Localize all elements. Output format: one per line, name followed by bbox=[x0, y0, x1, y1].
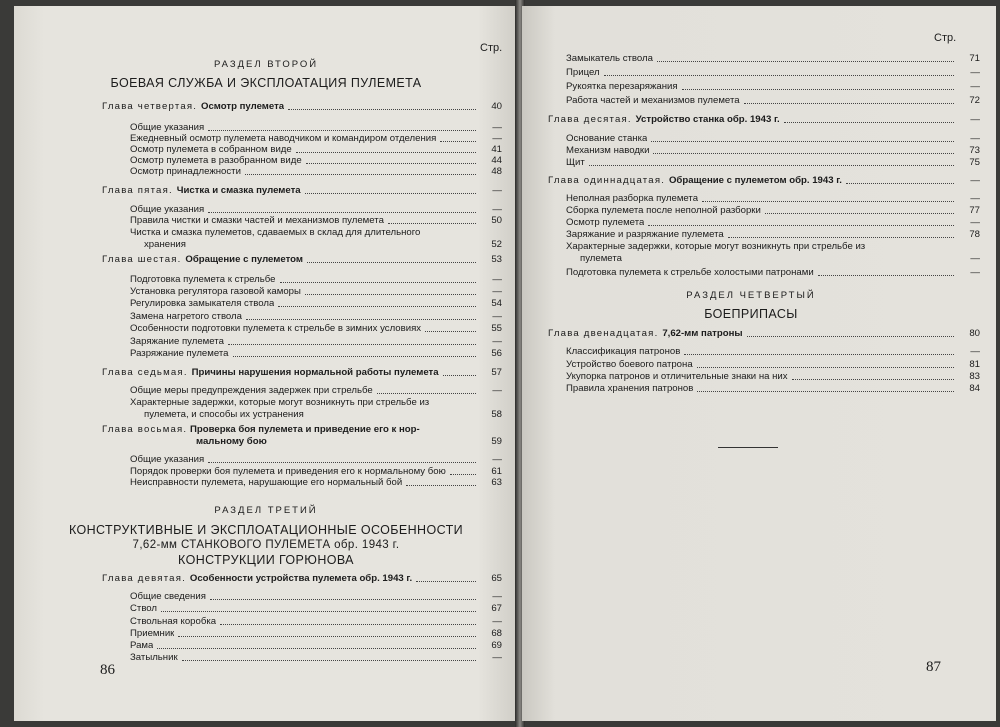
section-title: БОЕПРИПАСЫ bbox=[704, 307, 798, 321]
toc-entry bbox=[566, 53, 980, 65]
entry-text-line: пулемета bbox=[580, 253, 622, 264]
toc-entry bbox=[130, 603, 502, 615]
toc-entry bbox=[130, 311, 502, 323]
leader-dots bbox=[307, 262, 476, 263]
page-ref: 81 bbox=[969, 359, 980, 370]
toc-entry bbox=[566, 267, 980, 279]
toc-entry bbox=[130, 385, 502, 397]
page-ref: 50 bbox=[491, 215, 502, 226]
page-ref: 75 bbox=[969, 157, 980, 168]
toc-entry bbox=[130, 298, 502, 310]
chapter-prefix: Глава пятая. bbox=[102, 185, 173, 196]
chapter-title: Устройство станка обр. 1943 г. bbox=[635, 114, 780, 125]
entry-text: Разряжание пулемета bbox=[130, 348, 229, 359]
page-ref: — bbox=[492, 652, 502, 663]
entry-text: Неисправности пулемета, нарушающие его нормальный бой bbox=[130, 477, 403, 488]
entry-text: Осмотр пулемета в разобранном виде bbox=[130, 155, 302, 166]
page-ref: — bbox=[492, 311, 502, 322]
entry-text: Правила хранения патронов bbox=[566, 383, 694, 394]
toc-entry bbox=[130, 454, 502, 466]
toc-entry bbox=[566, 383, 980, 395]
toc-entry bbox=[130, 166, 502, 178]
entry-text: Замыкатель ствола bbox=[566, 53, 653, 64]
chapter-prefix: Глава двенадцатая. bbox=[548, 328, 659, 339]
page-ref: 56 bbox=[491, 348, 502, 359]
entry-text: Заряжание и разряжание пулемета bbox=[566, 229, 724, 240]
toc-entry bbox=[566, 145, 980, 157]
entry-text: Ежедневный осмотр пулемета наводчиком и командиром отделения bbox=[130, 133, 437, 144]
leader-dots bbox=[589, 165, 954, 166]
section-subtitle: 7,62-мм СТАНКОВОГО ПУЛЕМЕТА обр. 1943 г. bbox=[132, 539, 400, 551]
page-ref: 59 bbox=[491, 436, 502, 447]
page-ref: 77 bbox=[969, 205, 980, 216]
chapter-prefix: Глава четвертая. bbox=[102, 101, 198, 112]
entry-text: Осмотр пулемета bbox=[566, 217, 645, 228]
toc-entry-wrapped bbox=[130, 397, 502, 421]
page-ref: 67 bbox=[491, 603, 502, 614]
entry-text: Прицел bbox=[566, 67, 600, 78]
page-ref: — bbox=[492, 616, 502, 627]
section-label: РАЗДЕЛ ВТОРОЙ bbox=[213, 59, 319, 70]
page-ref: 44 bbox=[491, 155, 502, 166]
leader-dots bbox=[728, 237, 954, 238]
leader-dots bbox=[220, 624, 476, 625]
page-ref: — bbox=[970, 267, 980, 278]
page-ref: 54 bbox=[491, 298, 502, 309]
section-subtitle: КОНСТРУКЦИИ ГОРЮНОВА bbox=[178, 553, 354, 567]
entry-text-line: Характерные задержки, которые могут возникнуть при стрельбе из bbox=[130, 397, 430, 408]
toc-chapter bbox=[102, 367, 502, 379]
leader-dots bbox=[653, 153, 954, 154]
page-column-label: Стр. bbox=[934, 32, 957, 44]
right-page bbox=[522, 6, 996, 721]
page-ref: 55 bbox=[491, 323, 502, 334]
entry-text: Укупорка патронов и отличительные знаки на них bbox=[566, 371, 788, 382]
leader-dots bbox=[305, 193, 476, 194]
page-ref: — bbox=[492, 274, 502, 285]
entry-text: Общие указания bbox=[130, 454, 205, 465]
entry-text-line: хранения bbox=[144, 239, 186, 250]
toc-entry bbox=[566, 95, 980, 107]
entry-text: Рама bbox=[130, 640, 154, 651]
toc-entry bbox=[130, 286, 502, 298]
page-ref: — bbox=[492, 286, 502, 297]
chapter-prefix: Глава восьмая. bbox=[102, 424, 188, 435]
toc-chapter bbox=[548, 175, 980, 187]
entry-text: Щит bbox=[566, 157, 585, 168]
leader-dots bbox=[208, 130, 476, 131]
entry-text: Общие сведения bbox=[130, 591, 206, 602]
entry-text: Механизм наводки bbox=[566, 145, 650, 156]
leader-dots bbox=[684, 354, 954, 355]
toc-entry bbox=[566, 193, 980, 205]
leader-dots bbox=[406, 485, 476, 486]
entry-text: Общие меры предупреждения задержек при стрельбе bbox=[130, 385, 373, 396]
page-ref: 83 bbox=[969, 371, 980, 382]
page-ref: 71 bbox=[969, 53, 980, 64]
leader-dots bbox=[157, 648, 476, 649]
leader-dots bbox=[697, 367, 954, 368]
leader-dots bbox=[208, 212, 476, 213]
chapter-prefix: Глава десятая. bbox=[548, 114, 632, 125]
leader-dots bbox=[305, 294, 476, 295]
entry-text: Установка регулятора газовой каморы bbox=[130, 286, 301, 297]
chapter-prefix: Глава шестая. bbox=[102, 254, 182, 265]
entry-text: Затыльник bbox=[130, 652, 178, 663]
toc-chapter bbox=[102, 573, 502, 585]
page-ref: 78 bbox=[969, 229, 980, 240]
entry-text: Подготовка пулемета к стрельбе bbox=[130, 274, 276, 285]
toc-entry bbox=[130, 477, 502, 489]
section-label: РАЗДЕЛ ТРЕТИЙ bbox=[214, 505, 318, 516]
toc-entry bbox=[130, 628, 502, 640]
toc-entry bbox=[130, 348, 502, 360]
toc-entry bbox=[566, 157, 980, 169]
entry-text: Правила чистки и смазки частей и механизмов пулемета bbox=[130, 215, 384, 226]
leader-dots bbox=[388, 223, 476, 224]
page-ref: — bbox=[970, 133, 980, 144]
page-ref: 58 bbox=[491, 409, 502, 420]
leader-dots bbox=[697, 391, 954, 392]
chapter-title: Проверка боя пулемета и приведение его к нор- bbox=[189, 424, 420, 435]
page-ref: 84 bbox=[969, 383, 980, 394]
entry-text: Осмотр пулемета в собранном виде bbox=[130, 144, 292, 155]
entry-text: Регулировка замыкателя ствола bbox=[130, 298, 275, 309]
leader-dots bbox=[306, 163, 476, 164]
page-ref: — bbox=[970, 67, 980, 78]
section-title: БОЕВАЯ СЛУЖБА И ЭКСПЛОАТАЦИЯ ПУЛЕМЕТА bbox=[110, 76, 422, 90]
toc-entry bbox=[130, 640, 502, 652]
chapter-title: Осмотр пулемета bbox=[201, 101, 285, 112]
page-ref: — bbox=[492, 591, 502, 602]
leader-dots bbox=[178, 636, 476, 637]
toc-entry-wrapped bbox=[130, 227, 502, 251]
leader-dots bbox=[280, 282, 477, 283]
leader-dots bbox=[233, 356, 477, 357]
leader-dots bbox=[425, 331, 476, 332]
leader-dots bbox=[604, 75, 954, 76]
left-page bbox=[14, 6, 518, 721]
page-ref: 57 bbox=[491, 367, 502, 378]
leader-dots bbox=[702, 201, 954, 202]
leader-dots bbox=[440, 141, 476, 142]
leader-dots bbox=[278, 306, 476, 307]
leader-dots bbox=[210, 599, 476, 600]
chapter-prefix: Глава девятая. bbox=[102, 573, 186, 584]
page-ref: 61 bbox=[491, 466, 502, 477]
entry-text: Классификация патронов bbox=[566, 346, 681, 357]
chapter-prefix: Глава одиннадцатая. bbox=[548, 175, 666, 186]
page-ref: 48 bbox=[491, 166, 502, 177]
toc-chapter bbox=[102, 101, 502, 113]
leader-dots bbox=[682, 89, 954, 90]
leader-dots bbox=[657, 61, 954, 62]
leader-dots bbox=[228, 344, 476, 345]
leader-dots bbox=[846, 183, 954, 184]
entry-text: Осмотр принадлежности bbox=[130, 166, 241, 177]
toc-entry bbox=[566, 133, 980, 145]
toc-entry bbox=[566, 217, 980, 229]
leader-dots bbox=[792, 379, 954, 380]
leader-dots bbox=[208, 462, 476, 463]
page-ref: 65 bbox=[491, 573, 502, 584]
page-ref: — bbox=[492, 204, 502, 215]
toc-entry-wrapped bbox=[566, 241, 980, 265]
page-ref: 52 bbox=[491, 239, 502, 250]
page-ref: 63 bbox=[491, 477, 502, 488]
entry-text: Основание станка bbox=[566, 133, 648, 144]
entry-text: Заряжание пулемета bbox=[130, 336, 224, 347]
page-ref: — bbox=[970, 253, 980, 264]
chapter-title: 7,62-мм патроны bbox=[662, 328, 743, 339]
page-column-label: Стр. bbox=[480, 42, 503, 54]
entry-text: Работа частей и механизмов пулемета bbox=[566, 95, 740, 106]
entry-text: Общие указания bbox=[130, 122, 205, 133]
leader-dots bbox=[648, 225, 954, 226]
page-ref: — bbox=[970, 81, 980, 92]
leader-dots bbox=[161, 611, 476, 612]
page-ref: 53 bbox=[491, 254, 502, 265]
page-ref: — bbox=[492, 385, 502, 396]
toc-chapter bbox=[548, 328, 980, 340]
leader-dots bbox=[744, 103, 954, 104]
entry-text-line: Характерные задержки, которые могут возникнуть при стрельбе из bbox=[566, 241, 866, 252]
toc-entry bbox=[566, 81, 980, 93]
entry-text: Неполная разборка пулемета bbox=[566, 193, 699, 204]
entry-text: Особенности подготовки пулемета к стрельбе в зимних условиях bbox=[130, 323, 422, 334]
page-ref: — bbox=[970, 217, 980, 228]
leader-dots bbox=[296, 152, 476, 153]
page-number: 87 bbox=[926, 659, 941, 675]
leader-dots bbox=[747, 336, 954, 337]
leader-dots bbox=[288, 109, 476, 110]
toc-entry bbox=[566, 67, 980, 79]
toc-chapter bbox=[102, 254, 502, 266]
leader-dots bbox=[246, 319, 476, 320]
chapter-title: Чистка и смазка пулемета bbox=[176, 185, 301, 196]
toc-entry bbox=[566, 371, 980, 383]
toc-entry bbox=[130, 215, 502, 227]
page-ref: — bbox=[492, 185, 502, 196]
page-ref: 80 bbox=[969, 328, 980, 339]
leader-dots bbox=[651, 141, 954, 142]
page-ref: — bbox=[970, 346, 980, 357]
toc-chapter bbox=[548, 114, 980, 126]
entry-text: Замена нагретого ствола bbox=[130, 311, 242, 322]
leader-dots bbox=[245, 174, 476, 175]
toc-entry bbox=[130, 274, 502, 286]
leader-dots bbox=[416, 581, 476, 582]
page-ref: — bbox=[970, 175, 980, 186]
entry-text: Рукоятка перезаряжания bbox=[566, 81, 678, 92]
entry-text: Порядок проверки боя пулемета и приведения его к нормальному бою bbox=[130, 466, 446, 477]
page-ref: — bbox=[492, 454, 502, 465]
leader-dots bbox=[784, 122, 954, 123]
entry-text-line: пулемета, и способы их устранения bbox=[144, 409, 304, 420]
chapter-title-continued: мальному бою bbox=[196, 436, 267, 447]
toc-entry bbox=[130, 652, 502, 664]
page-number: 86 bbox=[100, 662, 115, 678]
entry-text: Приемник bbox=[130, 628, 175, 639]
chapter-prefix: Глава седьмая. bbox=[102, 367, 188, 378]
leader-dots bbox=[182, 660, 476, 661]
leader-dots bbox=[450, 474, 476, 475]
entry-text: Устройство боевого патрона bbox=[566, 359, 693, 370]
toc-entry bbox=[566, 229, 980, 241]
section-label: РАЗДЕЛ ЧЕТВЕРТЫЙ bbox=[686, 290, 816, 301]
page-ref: 40 bbox=[491, 101, 502, 112]
entry-text-line: Чистка и смазка пулеметов, сдаваемых в склад для длительного bbox=[130, 227, 421, 238]
toc-chapter-wrapped bbox=[102, 424, 502, 448]
chapter-title: Обращение с пулеметом bbox=[185, 254, 303, 265]
chapter-title: Особенности устройства пулемета обр. 1943 г. bbox=[189, 573, 413, 584]
toc-entry bbox=[130, 323, 502, 335]
section-title: КОНСТРУКТИВНЫЕ И ЭКСПЛОАТАЦИОННЫЕ ОСОБЕННОСТИ bbox=[68, 523, 464, 537]
entry-text: Сборка пулемета после неполной разборки bbox=[566, 205, 761, 216]
page-ref: — bbox=[492, 336, 502, 347]
toc-entry bbox=[566, 359, 980, 371]
leader-dots bbox=[765, 213, 954, 214]
page-ref: 73 bbox=[969, 145, 980, 156]
toc-entry bbox=[130, 591, 502, 603]
toc-chapter bbox=[102, 185, 502, 197]
page-ref: 41 bbox=[491, 144, 502, 155]
leader-dots bbox=[377, 393, 476, 394]
page-ref: — bbox=[492, 122, 502, 133]
page-ref: — bbox=[970, 193, 980, 204]
page-ref: — bbox=[970, 114, 980, 125]
page-ref: — bbox=[492, 133, 502, 144]
leader-dots bbox=[443, 375, 476, 376]
leader-dots bbox=[818, 275, 954, 276]
entry-text: Ствольная коробка bbox=[130, 616, 217, 627]
page-ref: 68 bbox=[491, 628, 502, 639]
entry-text: Подготовка пулемета к стрельбе холостыми патронами bbox=[566, 267, 814, 278]
toc-entry bbox=[130, 616, 502, 628]
entry-text: Ствол bbox=[130, 603, 158, 614]
toc-entry bbox=[566, 205, 980, 217]
toc-entry bbox=[566, 346, 980, 358]
entry-text: Общие указания bbox=[130, 204, 205, 215]
toc-entry bbox=[130, 336, 502, 348]
page-ref: 72 bbox=[969, 95, 980, 106]
end-rule bbox=[718, 447, 778, 448]
chapter-title: Причины нарушения нормальной работы пулемета bbox=[191, 367, 439, 378]
page-ref: 69 bbox=[491, 640, 502, 651]
chapter-title: Обращение с пулеметом обр. 1943 г. bbox=[668, 175, 842, 186]
